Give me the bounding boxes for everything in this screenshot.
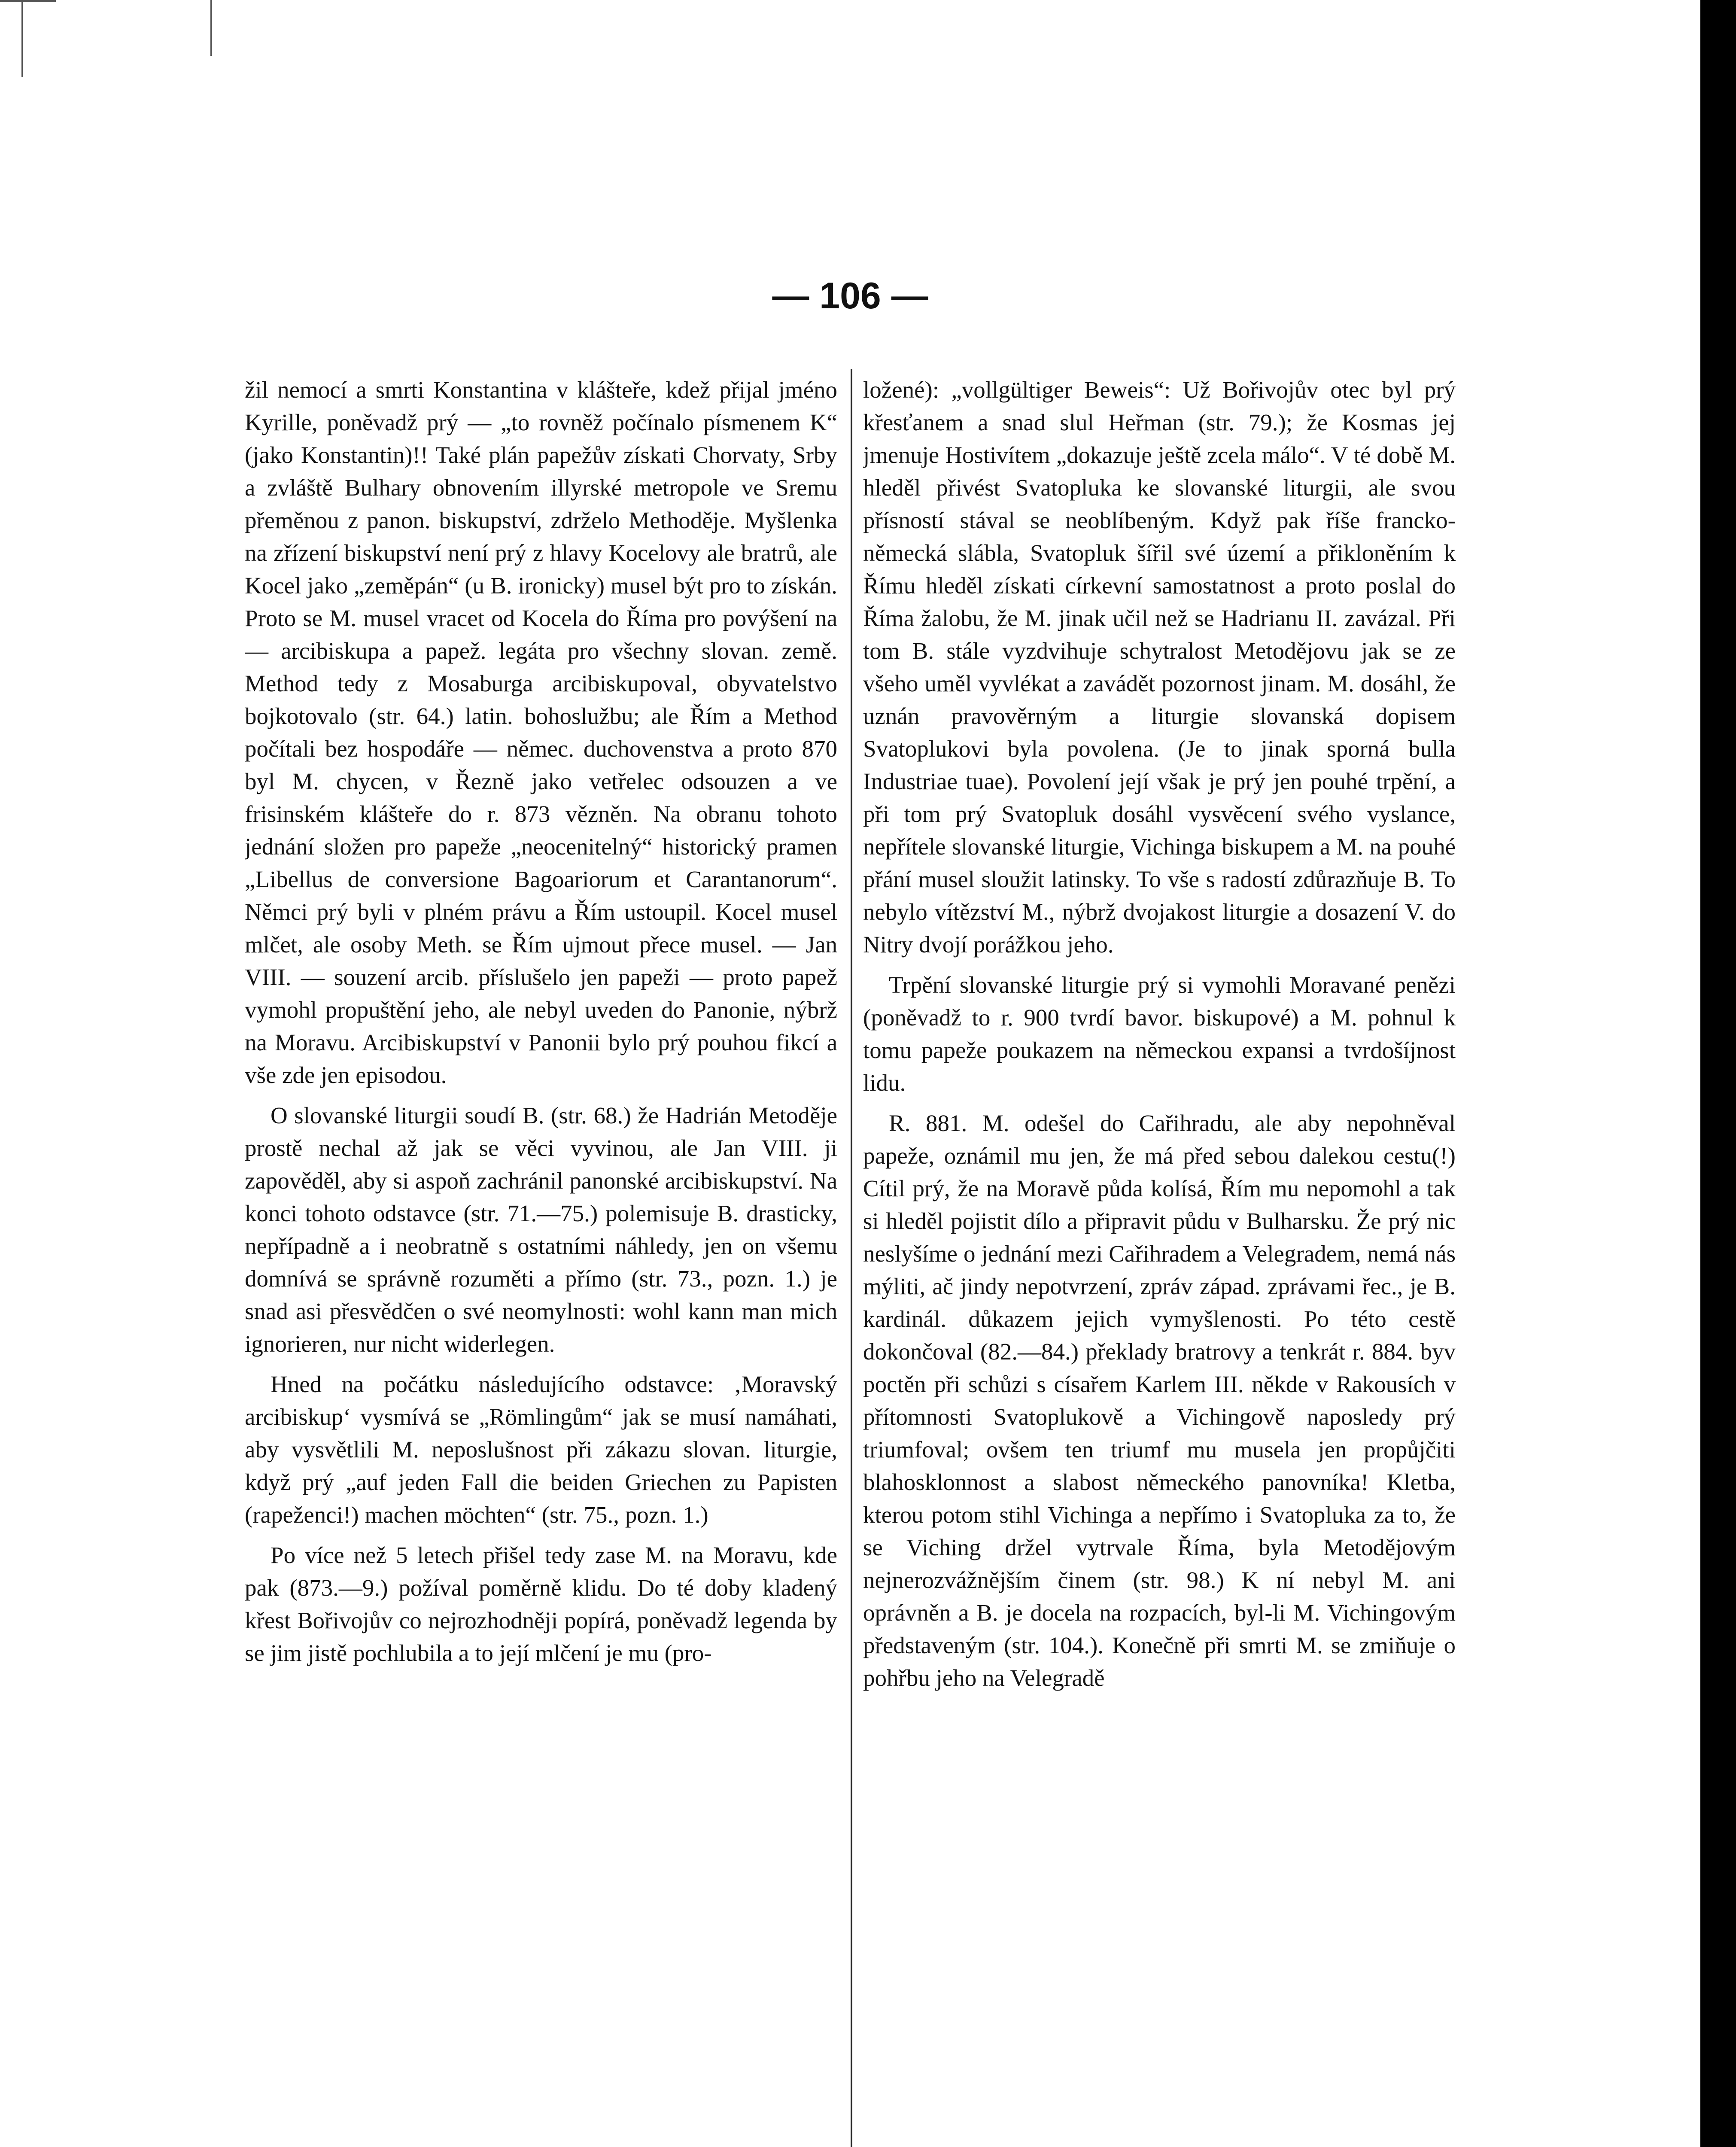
right-column — [863, 374, 1456, 2147]
paragraph: Hned na počátku následujícího odstavce: ‚Moravský arcibiskup‘ vysmívá se „Römlingům“ jak se musí namáhati, aby vysvětlili M. neposlušnost při zákazu slovan. liturgie, když prý „auf jeden Fall die beiden Griechen zu Papisten (rapeženci!) machen möchten“ (str. 75., pozn. 1.) — [245, 1371, 837, 1528]
paragraph: žil nemocí a smrti Konstantina v klášteře, kdež přijal jméno Kyrille, poněvadž prý — „to rovněž počínalo písmenem K“ (jako Konstantin)!! Také plán papežův získati Chorvaty, Srby a zvláště Bulhary obnovením illyrské metropole ve Sremu přeměnou z panon. biskupství, zdrželo Methoděje. Myšlenka na zřízení biskupství není prý z hlavy Kocelovy ale bratrů, ale Kocel jako „zeměpán“ (u B. ironicky) musel být pro to získán. Proto se M. musel vracet od Kocela do Říma pro povýšení na — arcibiskupa a papež. legáta pro všechny slovan. země. Method tedy z Mosaburga arcibiskupoval, obyvatelstvo bojkotovalo (str. 64.) latin. bohoslužbu; ale Řím a Method počítali bez hospodáře — němec. duchovenstva a proto 870 byl M. chycen, v Řezně jako vetřelec odsouzen a ve frisinském klášteře do r. 873 vězněn. Na obranu tohoto jednání složen pro papeže „neocenitelný“ historický pramen „Libellus de conversione Bagoariorum et Carantanorum“. Němci prý byli v plném právu a Řím ustoupil. Kocel musel mlčet, ale osoby Meth. se Řím ujmout přece musel. — Jan VIII. — souzení arcib. příslušelo jen papeži — proto papež vymohl propuštění jeho, ale nebyl uveden do Panonie, nýbrž na Moravu. Arcibiskupství v Panonii bylo prý pouhou fikcí a vše zde jen episodou. — [245, 377, 837, 1088]
column-divider — [851, 369, 852, 2147]
paragraph: Po více než 5 letech přišel tedy zase M. na Moravu, kde pak (873.—9.) požíval poměrně klidu. Do té doby kladený křest Bořivojův co nejrozhodněji popírá, poněvadž legenda by se jim jistě pochlubila a to její mlčení je mu (pro- — [245, 1542, 837, 1666]
scan-artifact-left-line — [21, 0, 23, 77]
paragraph: O slovanské liturgii soudí B. (str. 68.) že Hadrián Metoděje prostě nechal až jak se věci vyvinou, ale Jan VIII. ji zapověděl, aby si aspoň zachránil panonské arcibiskupství. Na konci tohoto odstavce (str. 71.—75.) polemisuje B. drasticky, nepřípadně a i neobratně s ostatními náhledy, jen on všemu domnívá se správně rozuměti a přímo (str. 73., pozn. 1.) je snad asi přesvědčen o své neomylnosti: wohl kann man mich ignorieren, nur nicht widerlegen. — [245, 1102, 837, 1357]
page-number: — 106 — — [772, 275, 928, 316]
scan-artifact-corner — [0, 0, 56, 2]
scan-artifact-vertical — [210, 0, 212, 56]
scan-border — [1700, 0, 1736, 2147]
paragraph: ložené): „vollgültiger Beweis“: Už Bořivojův otec byl prý křesťanem a snad slul Heřman (str. 79.); že Kosmas jej jmenuje Hostivítem „dokazuje ještě zcela málo“. V té době M. hleděl přivést Svatopluka ke slovanské liturgii, ale svou přísností stával se neoblíbeným. Když pak říše francko-německá slábla, Svatopluk šířil své území a přikloněním k Římu hleděl získati církevní samostatnost a proto poslal do Říma žalobu, že M. jinak učil než se Hadrianu II. zavázal. Při tom B. stále vyzdvihuje schytralost Metodějovu jak se ze všeho uměl vyvlékat a zavádět pozornost jinam. M. dosáhl, že uznán pravověrným a liturgie slovanská dopisem Svatoplukovi byla povolena. (Je to jinak sporná bulla Industriae tuae). Povolení její však je prý jen pouhé trpění, a při tom prý Svatopluk dosáhl vysvěcení svého vyslance, nepřítele slovanské liturgie, Vichinga biskupem a M. na pouhé přání musel sloužit latinsky. To vše s radostí zdůrazňuje B. To nebylo vítězství M., nýbrž dvojakost liturgie a dosazení V. do Nitry dvojí porážkou jeho. — [863, 377, 1456, 958]
paragraph: R. 881. M. odešel do Cařihradu, ale aby nepohněval papeže, oznámil mu jen, že má před sebou dalekou cestu(!) Cítil prý, že na Moravě půda kolísá, Řím mu nepomohl a tak si hleděl pojistit dílo a připravit půdu v Bulharsku. Že prý nic neslyšíme o jednání mezi Cařihradem a Velegradem, nemá nás mýliti, ač jindy nepotvrzení, zpráv západ. zprávami řec., je B. kardinál. důkazem jejich vymyšlenosti. Po této cestě dokončoval (82.—84.) překlady bratrovy a tenkrát r. 884. byv poctěn při schůzi s císařem Karlem III. někde v Rakousích v přítomnosti Svatoplukově a Vichingově naposledy prý triumfoval; ovšem ten triumf mu musela jen propůjčiti blahosklonnost a slabost německého panovníka! Kletba, kterou potom stihl Vichinga a nepřímo i Svatopluka za to, že se Viching držel vytrvale Říma, byla Metodějovým nejnerozvážnějším činem (str. 98.) K ní nebyl M. ani oprávněn a B. je docela na rozpacích, byl-li M. Vichingovým představeným (str. 104.). Konečně při smrti M. se zmiňuje o pohřbu jeho na Velegradě — [863, 1110, 1456, 1691]
paragraph: Trpění slovanské liturgie prý si vymohli Moravané penězi (poněvadž to r. 900 tvrdí bavor. biskupové) a M. pohnul k tomu papeže poukazem na německou expansi a tvrdošíjnost lidu. — [863, 972, 1456, 1096]
left-column — [245, 374, 837, 2147]
